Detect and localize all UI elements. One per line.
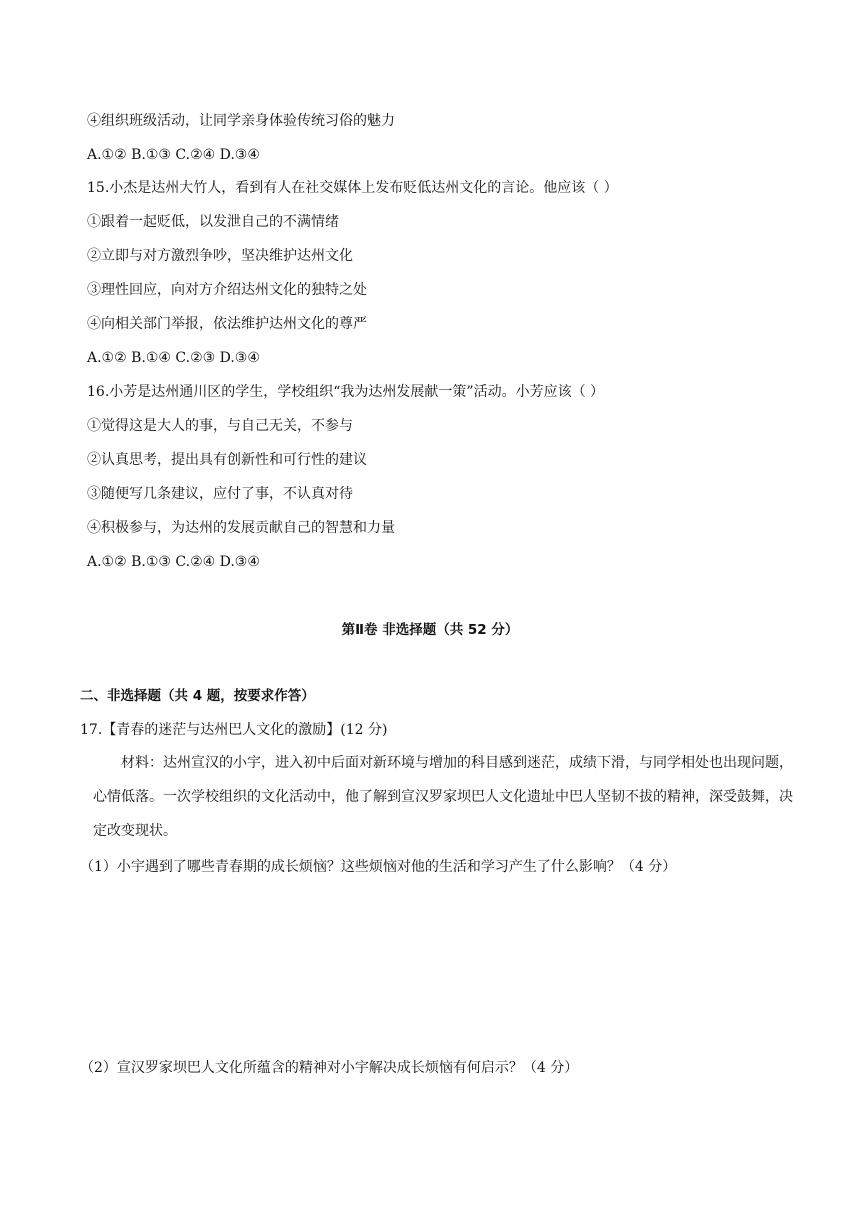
- q14-choices: A.①② B.①③ C.②④ D.③④: [87, 147, 260, 163]
- q14-option-4: ④组织班级活动，让同学亲身体验传统习俗的魅力: [87, 113, 395, 129]
- q15-option-1: ①跟着一起贬低，以发泄自己的不满情绪: [87, 214, 339, 230]
- q16-option-3: ③随便写几条建议，应付了事，不认真对待: [87, 486, 353, 502]
- q17-stem: 17.【青春的迷茫与达州巴人文化的激励】(12 分): [80, 722, 388, 738]
- q16-choices: A.①② B.①③ C.②④ D.③④: [87, 554, 260, 570]
- q15-stem: 15.小杰是达州大竹人，看到有人在社交媒体上发布贬低达州文化的言论。他应该（ ）: [87, 180, 618, 196]
- q16-stem: 16.小芳是达州通川区的学生，学校组织“我为达州发展献一策”活动。小芳应该（ ）: [87, 384, 605, 400]
- q15-choices: A.①② B.①④ C.②③ D.③④: [87, 350, 260, 366]
- q16-option-2: ②认真思考，提出具有创新性和可行性的建议: [87, 452, 367, 468]
- q17-subquestion-1: （1）小宇遇到了哪些青春期的成长烦恼？这些烦恼对他的生活和学习产生了什么影响？（4 分）: [80, 859, 677, 875]
- q15-option-4: ④向相关部门举报，依法维护达州文化的尊严: [87, 316, 367, 332]
- q16-option-4: ④积极参与，为达州的发展贡献自己的智慧和力量: [87, 520, 395, 536]
- q16-option-1: ①觉得这是大人的事，与自己无关，不参与: [87, 418, 353, 434]
- part2-title: 第Ⅱ卷 非选择题（共 52 分）: [341, 622, 519, 638]
- section-heading: 二、非选择题（共 4 题，按要求作答）: [80, 688, 315, 704]
- q15-option-3: ③理性回应，向对方介绍达州文化的独特之处: [87, 282, 367, 298]
- q17-material: 材料：达州宣汉的小宇，进入初中后面对新环境与增加的科目感到迷茫，成绩下滑，与同学相处也出现问题，心情低落。一次学校组织的文化活动中，他了解到宣汉罗家坝巴人文化遗址中巴人坚韧不拔的精神，深受鼓舞，决定改变现状。: [93, 755, 793, 839]
- q17-subquestion-2: （2）宣汉罗家坝巴人文化所蕴含的精神对小宇解决成长烦恼有何启示？（4 分）: [80, 1060, 579, 1076]
- q15-option-2: ②立即与对方激烈争吵，坚决维护达州文化: [87, 248, 353, 264]
